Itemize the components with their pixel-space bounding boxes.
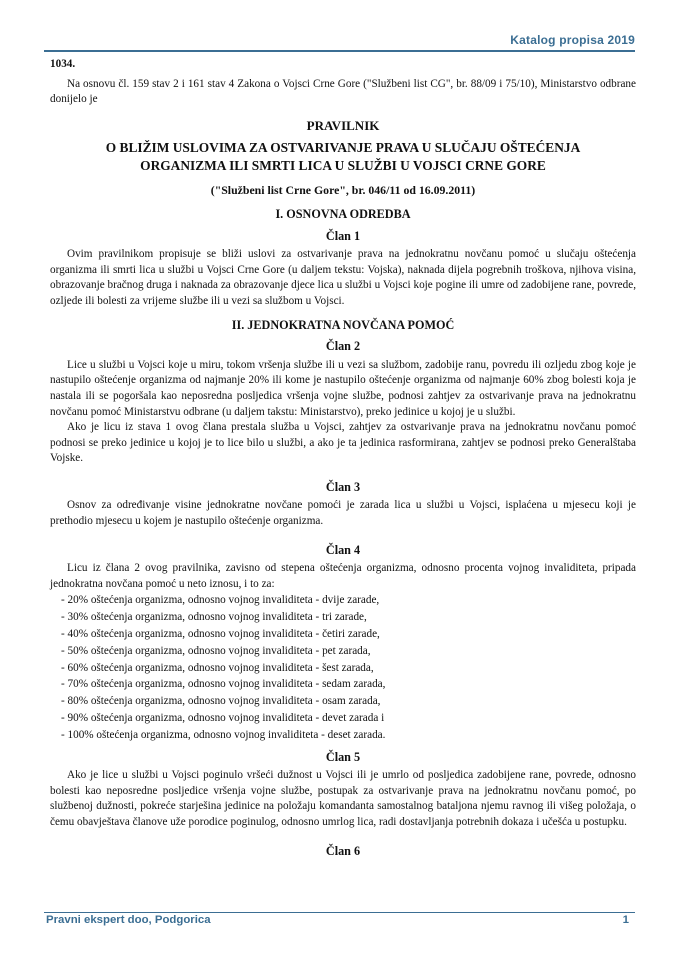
document-number: 1034. bbox=[50, 58, 76, 70]
page-number: 1 bbox=[622, 914, 629, 926]
list-item: - 90% oštećenja organizma, odnosno vojnog invaliditeta - devet zarada i bbox=[61, 712, 385, 725]
section-heading-2: II. JEDNOKRATNA NOVČANA POMOĆ bbox=[231, 317, 455, 332]
footer-publisher: Pravni ekspert doo, Podgorica bbox=[46, 914, 211, 926]
article-3-title: Član 3 bbox=[325, 479, 361, 494]
article-6-title: Član 6 bbox=[325, 843, 361, 858]
article-5-title: Član 5 bbox=[325, 749, 361, 764]
article-2-paragraph-1: Lice u službi u Vojsci koje u miru, tokom vršenja službe ili u vezi sa službom, zadobije ranu, povredu ili ozljedu zbog koje je nastupilo oštećenje organizma od najmanje 20% ili kome je nastupilo oštećenje organizma od najmanje 60% zbog bolesti koja je nastala ili se pogoršala kao neposredna posljedica vršenja vojne službe, podnosi zahtjev za ostvarivanje prava na jednokratnu novčanu pomoć Ministarstvu odbrane (u daljem takstu: Ministarstvo), preko jedinice u kojoj je u službi. bbox=[50, 358, 636, 418]
list-item: - 20% oštećenja organizma, odnosno vojnog invaliditeta - dvije zarade, bbox=[61, 594, 380, 607]
document-heading: PRAVILNIK bbox=[306, 117, 380, 133]
article-1-text: Ovim pravilnikom propisuje se bliži uslovi za ostvarivanje prava na jednokratnu novčanu pomoć u slučaju oštećenja organizma ili smrti lica u službi u Vojsci Crne Gore (u daljem tekstu: Vojska), naknada dijela pogrebnih troškova, njihova visina, obrazovanje bračnog druga i naknada za obrazovanje djece lica u službi u Vojsci koje pogine ili umre od zadobijene rane, povrede, ozljede ili bolesti za vrijeme službe ili u vezi sa službom u Vojsci. bbox=[50, 248, 636, 307]
header-divider bbox=[44, 50, 635, 52]
document-title-line1: O BLIŽIM USLOVIMA ZA OSTVARIVANJE PRAVA U SLUČAJU OŠTEĆENJA bbox=[105, 140, 581, 156]
article-3-text: Osnov za određivanje visine jednokratne novčane pomoći je zarada lica u službi u Vojsci, isplaćena u mjesecu koji je prethodio mjesecu u kojem je nastupilo oštećenje organizma. bbox=[50, 499, 636, 528]
intro-paragraph: Na osnovu čl. 159 stav 2 i 161 stav 4 Zakona o Vojsci Crne Gore ("Službeni list CG", br. 88/09 i 75/10), Ministarstvo odbrane donijelo je bbox=[50, 77, 636, 106]
gazette-reference: ("Službeni list Crne Gore", br. 046/11 od 16.09.2011) bbox=[210, 183, 476, 198]
article-4-text: Licu iz člana 2 ovog pravilnika, zavisno od stepena oštećenja organizma, odnosno procenta vojnog invaliditeta, pripada jednokratna novčana pomoć u neto iznosu, i to za: bbox=[50, 562, 636, 590]
list-item: - 70% oštećenja organizma, odnosno vojnog invaliditeta - sedam zarada, bbox=[61, 678, 386, 691]
list-item: - 40% oštećenja organizma, odnosno vojnog invaliditeta - četiri zarade, bbox=[61, 628, 380, 641]
list-item: - 30% oštećenja organizma, odnosno vojnog invaliditeta - tri zarade, bbox=[61, 611, 367, 624]
article-2-paragraph-2: Ako je licu iz stava 1 ovog člana prestala služba u Vojsci, zahtjev za ostvarivanje prava na jednokratnu novčanu pomoć podnosi se preko jedinice u kojoj je to lice bilo u službi, a ako je ta jedinica rasformirana, zahtjev se podnosi preko Generalštaba Vojske. bbox=[50, 421, 636, 465]
article-2-title: Član 2 bbox=[325, 339, 361, 354]
list-item: - 50% oštećenja organizma, odnosno vojnog invaliditeta - pet zarada, bbox=[61, 644, 371, 657]
list-item: - 100% oštećenja organizma, odnosno vojnog invaliditeta - deset zarada. bbox=[61, 728, 386, 741]
document-body bbox=[50, 57, 636, 862]
list-item: - 60% oštećenja organizma, odnosno vojnog invaliditeta - šest zarada, bbox=[61, 661, 374, 674]
catalog-header: Katalog propisa 2019 bbox=[510, 33, 635, 47]
list-item: - 80% oštećenja organizma, odnosno vojnog invaliditeta - osam zarada, bbox=[61, 695, 381, 708]
article-1-title: Član 1 bbox=[325, 228, 361, 243]
section-heading-1: I. OSNOVNA ODREDBA bbox=[275, 206, 411, 221]
article-5-text: Ako je lice u službi u Vojsci poginulo vršeći dužnost u Vojsci ili je umrlo od posljedica zadobijene rane, povrede, odnosno bolesti kao neposredne posljedice vršenja vojne službe, postupak za ostvarivanje prava na jednokratnu novčanu pomoć, po službenoj dužnosti, pokreće starješina jedinice na položaju komandanta samostalnog bataljona njemu ravnog ili višeg položaja, o čemu obavještava članove uže porodice poginulog, odnosno umrlog lica, radi dostavljanja potrebnih dokaza i učešća u postupku. bbox=[50, 769, 636, 828]
document-title-line2: ORGANIZMA ILI SMRTI LICA U SLUŽBI U VOJSCI CRNE GORE bbox=[140, 158, 546, 174]
article-4-title: Član 4 bbox=[325, 542, 361, 557]
footer-divider bbox=[44, 912, 635, 913]
